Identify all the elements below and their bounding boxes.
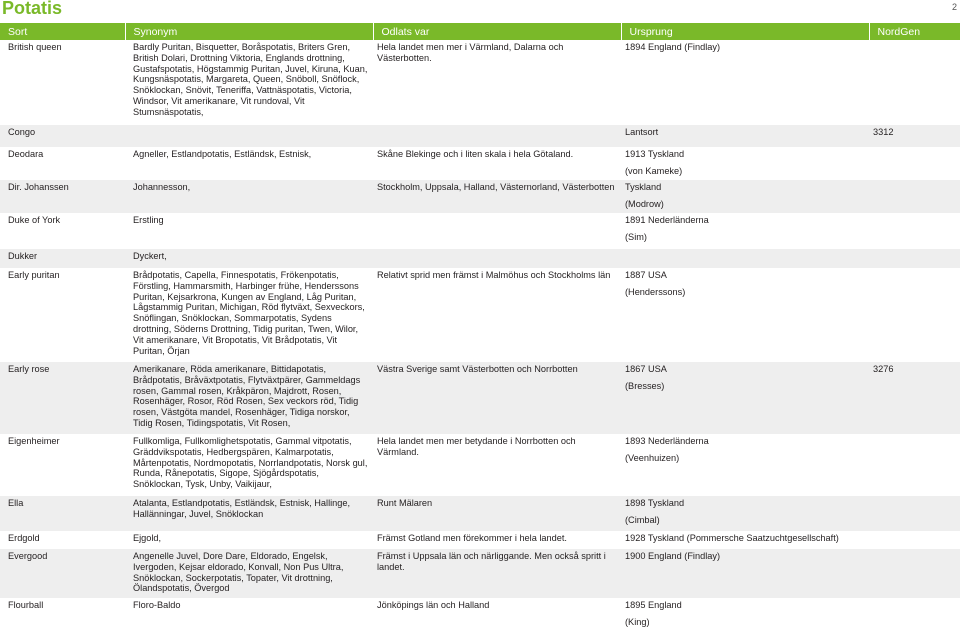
cell-sort-text: Eigenheimer <box>8 436 60 446</box>
cell-synonym <box>125 598 373 630</box>
cell-ursprung-breeder: (Cimbal) <box>625 514 660 525</box>
cell-synonym <box>125 180 373 213</box>
potato-varieties-table <box>0 23 960 630</box>
cell-synonym-text: Amerikanare, Röda amerikanare, Bittidapotatis, Brådpotatis, Bråväxtpotatis, Flytväxtpärer, Gammeldags rosen, Gammal rosen, Kråkpäron, Majdrott, Rosen, Rosenhäger, Rosor, Röd Rosen, Sex veckors röd, Tidig rosen, Västgöta mandel, Rosenhäger, Tidiga norskor, Tidig Rosen, Tidingspotatis, Vit Rosen, <box>133 364 361 428</box>
cell-sort <box>0 549 125 598</box>
table-row <box>0 531 960 549</box>
cell-sort <box>0 147 125 180</box>
cell-synonym <box>125 125 373 147</box>
cell-ursprung <box>621 434 869 496</box>
cell-ursprung-text: 1893 Nederländerna <box>625 436 709 446</box>
cell-sort-text: Flourball <box>8 600 44 610</box>
cell-ursprung-text: 1928 Tyskland (Pommersche Saatzuchtgesellschaft) <box>625 533 839 543</box>
cell-ursprung-text: Tyskland <box>625 182 662 192</box>
cell-odlats-var-text: Relativt sprid men främst i Malmöhus och Stockholms län <box>377 270 611 280</box>
cell-ursprung-text: Lantsort <box>625 127 659 137</box>
cell-sort <box>0 249 125 268</box>
cell-ursprung <box>621 598 869 630</box>
cell-ursprung <box>621 531 869 549</box>
cell-odlats-var-text: Hela landet men mer betydande i Norrbotten och Värmland. <box>377 436 576 457</box>
cell-synonym-text: Brådpotatis, Capella, Finnespotatis, Frökenpotatis, Förstling, Hammarsmith, Harbinger frühe, Henderssons Puritan, Kejsarkrona, Kungen av England, Låg Puritan, Lågstammig Puritan, Michigan, Röd flytväxt, Sexveckors, Snöflingan, Snöklockan, Sommarpotatis, Sydens drottning, Söderns Drottning, Tidig puritan, Twen, Wilor, Vit amerikanare, Vit Bropotatis, Vit Brådpotatis, Vit Puritan, Örjan <box>133 270 365 356</box>
cell-nordgen <box>869 531 960 549</box>
cell-ursprung <box>621 268 869 362</box>
cell-sort-text: Evergood <box>8 551 48 561</box>
cell-synonym <box>125 496 373 531</box>
cell-ursprung <box>621 362 869 434</box>
cell-ursprung <box>621 147 869 180</box>
column-header-sort: Sort <box>0 23 125 40</box>
cell-synonym <box>125 531 373 549</box>
cell-odlats-var-text: Jönköpings län och Halland <box>377 600 490 610</box>
cell-synonym <box>125 40 373 125</box>
cell-odlats-var <box>373 496 621 531</box>
cell-nordgen <box>869 147 960 180</box>
cell-odlats-var <box>373 125 621 147</box>
cell-nordgen <box>869 549 960 598</box>
cell-synonym-text: Floro-Baldo <box>133 600 181 610</box>
column-header-odlats-var: Odlats var <box>373 23 621 40</box>
cell-odlats-var <box>373 362 621 434</box>
table-row <box>0 496 960 531</box>
cell-synonym <box>125 147 373 180</box>
cell-ursprung-text: 1867 USA <box>625 364 667 374</box>
cell-ursprung <box>621 180 869 213</box>
cell-synonym-text: Atalanta, Estlandpotatis, Estländsk, Estnisk, Hallinge, Hallänningar, Juvel, Snöklockan <box>133 498 351 519</box>
cell-nordgen <box>869 40 960 125</box>
cell-nordgen <box>869 362 960 434</box>
cell-sort-text: Duke of York <box>8 215 61 225</box>
table-row <box>0 40 960 125</box>
table-row <box>0 268 960 362</box>
cell-sort <box>0 268 125 362</box>
cell-sort-text: Ella <box>8 498 24 508</box>
table-row <box>0 434 960 496</box>
cell-nordgen <box>869 125 960 147</box>
cell-ursprung-text: 1894 England (Findlay) <box>625 42 720 52</box>
cell-odlats-var <box>373 268 621 362</box>
cell-nordgen <box>869 496 960 531</box>
cell-sort-text: Dir. Johanssen <box>8 182 69 192</box>
cell-ursprung-breeder: (Bresses) <box>625 380 665 391</box>
cell-ursprung-text: 1898 Tyskland <box>625 498 685 508</box>
cell-sort <box>0 362 125 434</box>
cell-synonym-text: Johannesson, <box>133 182 191 192</box>
cell-ursprung <box>621 40 869 125</box>
cell-sort-text: Deodara <box>8 149 44 159</box>
cell-sort <box>0 40 125 125</box>
page-number: 2 <box>951 2 957 12</box>
cell-sort <box>0 213 125 249</box>
cell-sort-text: Congo <box>8 127 36 137</box>
cell-nordgen <box>869 213 960 249</box>
cell-sort <box>0 496 125 531</box>
table-row <box>0 362 960 434</box>
cell-ursprung-breeder: (Modrow) <box>625 198 664 209</box>
cell-sort-text: Early rose <box>8 364 50 374</box>
cell-odlats-var-text: Främst Gotland men förekommer i hela landet. <box>377 533 567 543</box>
cell-odlats-var <box>373 249 621 268</box>
cell-synonym <box>125 434 373 496</box>
cell-odlats-var <box>373 531 621 549</box>
cell-odlats-var-text: Runt Mälaren <box>377 498 433 508</box>
cell-odlats-var <box>373 213 621 249</box>
cell-nordgen <box>869 180 960 213</box>
cell-synonym <box>125 268 373 362</box>
cell-nordgen <box>869 268 960 362</box>
cell-sort-text: Dukker <box>8 251 38 261</box>
cell-nordgen-text: 3276 <box>873 364 894 374</box>
cell-odlats-var-text: Främst i Uppsala län och närliggande. Men också spritt i landet. <box>377 551 606 572</box>
cell-synonym <box>125 549 373 598</box>
table-row <box>0 549 960 598</box>
table-row <box>0 180 960 213</box>
cell-ursprung-breeder: (Veenhuizen) <box>625 452 680 463</box>
cell-ursprung-breeder: (King) <box>625 616 650 627</box>
cell-synonym-text: Erstling <box>133 215 164 225</box>
cell-ursprung <box>621 549 869 598</box>
cell-sort <box>0 598 125 630</box>
cell-odlats-var <box>373 147 621 180</box>
cell-synonym <box>125 249 373 268</box>
table-row <box>0 213 960 249</box>
table-row <box>0 147 960 180</box>
cell-ursprung-text: 1891 Nederländerna <box>625 215 709 225</box>
cell-odlats-var <box>373 549 621 598</box>
column-header-synonym: Synonym <box>125 23 373 40</box>
cell-synonym-text: Angenelle Juvel, Dore Dare, Eldorado, Engelsk, Ivergoden, Kejsar eldorado, Konvall, Non Pus Ultra, Snöklockan, Sockerpotatis, Topater, Vit drottning, Ölandspotatis, Övergod <box>133 551 344 594</box>
cell-ursprung-text: 1900 England (Findlay) <box>625 551 720 561</box>
cell-odlats-var <box>373 598 621 630</box>
cell-odlats-var-text: Hela landet men mer i Värmland, Dalarna och Västerbotten. <box>377 42 564 63</box>
cell-nordgen <box>869 598 960 630</box>
cell-synonym-text: Agneller, Estlandpotatis, Estländsk, Estnisk, <box>133 149 312 159</box>
column-header-nordgen: NordGen <box>869 23 960 40</box>
table-header-row <box>0 23 960 40</box>
cell-synonym-text: Bardly Puritan, Bisquetter, Boråspotatis, Briters Gren, British Dolari, Drottning Viktoria, Englands drottning, Gustafspotatis, Högstammig Puritan, Juvel, Kiruna, Kuan, Kungsnäspotatis, Margareta, Queen, Snöboll, Snöflock, Snöklockan, Snövit, Teneriffa, Vattnäspotatis, Victoria, Windsor, Vit amerikanare, Vit rundoval, Vit Stumsnäspotatis, <box>133 42 368 117</box>
cell-ursprung <box>621 125 869 147</box>
cell-ursprung <box>621 496 869 531</box>
cell-sort <box>0 125 125 147</box>
cell-sort-text: Erdgold <box>8 533 40 543</box>
cell-ursprung-text: 1895 England <box>625 600 682 610</box>
cell-synonym-text: Ejgold, <box>133 533 162 543</box>
cell-ursprung-breeder: (Henderssons) <box>625 286 686 297</box>
cell-odlats-var-text: Västra Sverige samt Västerbotten och Norrbotten <box>377 364 578 374</box>
cell-ursprung-text: 1913 Tyskland <box>625 149 685 159</box>
cell-odlats-var-text: Skåne Blekinge och i liten skala i hela Götaland. <box>377 149 574 159</box>
cell-ursprung <box>621 249 869 268</box>
cell-ursprung-breeder: (von Kameke) <box>625 165 683 176</box>
cell-odlats-var <box>373 434 621 496</box>
cell-sort-text: British queen <box>8 42 62 52</box>
cell-sort <box>0 180 125 213</box>
cell-ursprung <box>621 213 869 249</box>
cell-ursprung-text: 1887 USA <box>625 270 667 280</box>
table-row <box>0 598 960 630</box>
page-title: Potatis <box>2 0 63 18</box>
cell-ursprung-breeder: (Sim) <box>625 231 647 242</box>
cell-synonym-text: Fullkomliga, Fullkomlighetspotatis, Gammal vitpotatis, Gräddvikspotatis, Hedbergspären, Kalmarpotatis, Mårtenpotatis, Nordmopotatis, Norrlandpotatis, Norsk gul, Runda, Rånepotatis, Sigope, Sjögårdspotatis, Snöklockan, Tysk, Unby, Vaikijaur, <box>133 436 368 490</box>
cell-synonym-text: Dyckert, <box>133 251 167 261</box>
column-header-ursprung: Ursprung <box>621 23 869 40</box>
cell-odlats-var <box>373 40 621 125</box>
cell-odlats-var-text: Stockholm, Uppsala, Halland, Västernorland, Västerbotten <box>377 182 615 192</box>
cell-sort <box>0 434 125 496</box>
cell-nordgen-text: 3312 <box>873 127 894 137</box>
cell-sort-text: Early puritan <box>8 270 60 280</box>
cell-nordgen <box>869 249 960 268</box>
cell-synonym <box>125 362 373 434</box>
table-row <box>0 125 960 147</box>
cell-sort <box>0 531 125 549</box>
table-row <box>0 249 960 268</box>
cell-synonym <box>125 213 373 249</box>
cell-nordgen <box>869 434 960 496</box>
cell-odlats-var <box>373 180 621 213</box>
